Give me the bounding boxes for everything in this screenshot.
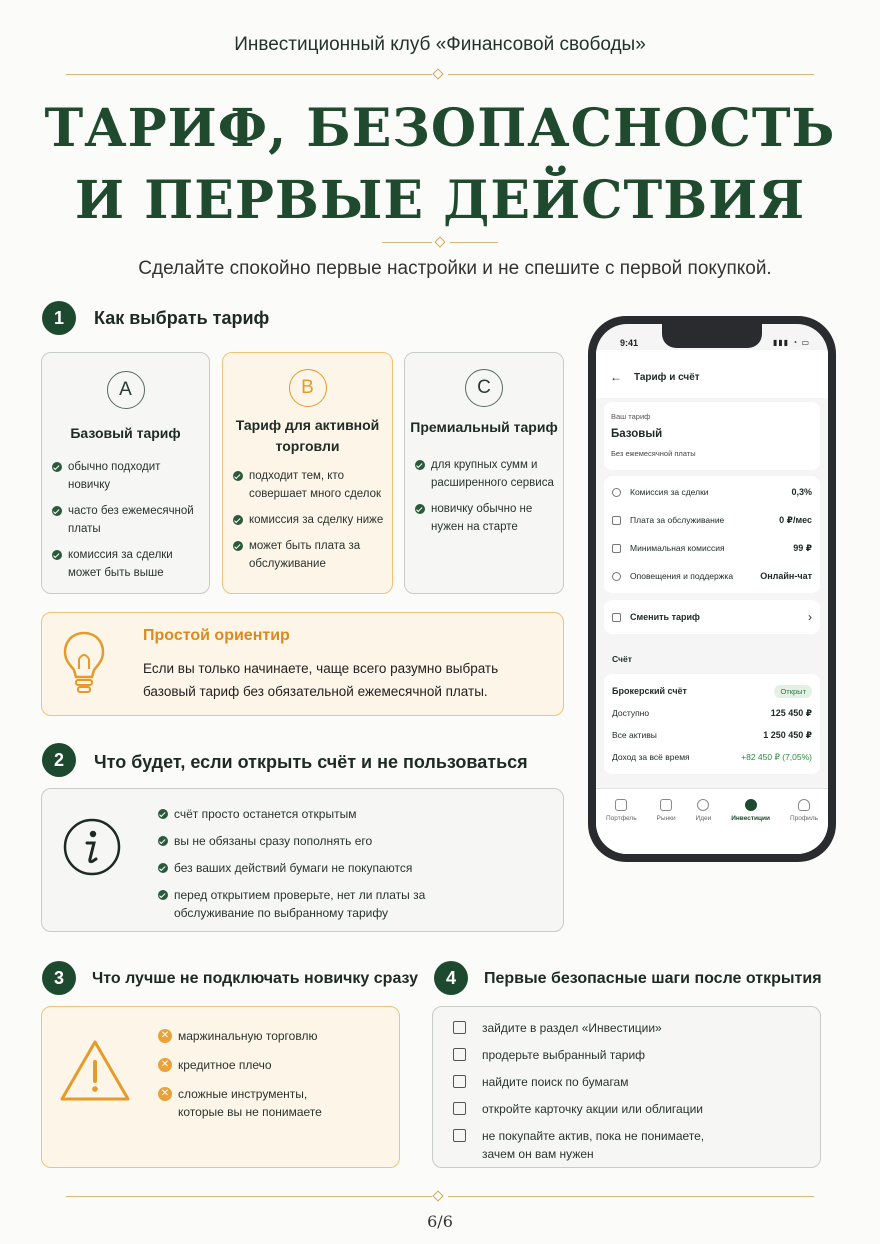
diamond-ornament-icon (434, 236, 445, 247)
check-icon (158, 836, 168, 846)
user-icon (798, 799, 810, 811)
page-title-line1: ТАРИФ, БЕЗОПАСНОСТЬ (44, 98, 836, 159)
checklist-item[interactable]: зайдите в раздел «Инвестиции» (453, 1019, 753, 1037)
lightbulb-icon (62, 629, 106, 699)
section-number: 3 (42, 961, 76, 995)
tab-investments[interactable]: Инвестиции (731, 799, 770, 854)
detail-row: Оповещения и поддержка Онлайн-чат (604, 562, 820, 590)
check-icon (158, 809, 168, 819)
checkbox[interactable] (453, 1102, 466, 1115)
checklist-item[interactable]: продерьте выбранный тариф (453, 1046, 753, 1064)
section-number: 1 (42, 301, 76, 335)
percent-icon (612, 488, 621, 497)
list-item: новичку обычно не нужен на старте (415, 500, 555, 536)
check-icon (52, 550, 62, 560)
tariff-card-premium (404, 352, 564, 594)
checklist-item[interactable]: не покупайте актив, пока не понимаете, зачем он вам нужен (453, 1127, 738, 1163)
checklist-item[interactable]: найдите поиск по бумагам (453, 1073, 753, 1091)
tariff-name: Тариф для активной торговли (235, 417, 380, 454)
section-number: 4 (434, 961, 468, 995)
list-item: для крупных сумм и расширенного сервиса (415, 456, 555, 492)
cross-icon: ✕ (158, 1087, 172, 1101)
divider (382, 242, 432, 243)
tab-markets[interactable]: Рынки (657, 799, 676, 854)
list-item: вы не обязаны сразу пополнять его (158, 832, 548, 850)
club-name: Инвестиционный клуб «Финансовой свободы» (234, 34, 646, 55)
detail-row: Минимальная комиссия 99 ₽ (604, 534, 820, 562)
list-item: ✕ сложные инструменты, которые вы не понимаете (158, 1085, 338, 1121)
check-icon (233, 541, 243, 551)
divider (66, 1196, 432, 1197)
section-number: 2 (42, 743, 76, 777)
screen-title: Тариф и счёт (634, 372, 700, 383)
page-subtitle: Сделайте спокойно первые настройки и не спешите с первой покупкой. (138, 258, 772, 279)
tariff-letter-badge: C (465, 369, 503, 407)
list-item: комиссия за сделку ниже (233, 511, 384, 529)
status-signal-icon: ▮▮▮ ◔ ▭ (772, 338, 810, 347)
checkbox[interactable] (453, 1075, 466, 1088)
page-number: 6/6 (427, 1212, 453, 1231)
list-item: комиссия за сделки может быть выше (52, 546, 201, 582)
tariff-name: Премиальный тариф (410, 419, 558, 435)
check-icon (233, 515, 243, 525)
tab-profile[interactable]: Профиль (790, 799, 818, 854)
investments-icon (745, 799, 757, 811)
coins-icon (612, 544, 621, 553)
divider (448, 1196, 814, 1197)
status-badge: Открыт (774, 685, 812, 698)
tip-box (41, 612, 564, 716)
check-icon (415, 504, 425, 514)
tip-text: Если вы только начинаете, чаще всего разумно выбрать базовый тариф без обязательной ежемесячной платы. (143, 661, 499, 699)
section-heading: Что будет, если открыть счёт и не пользоваться (94, 752, 528, 772)
info-icon (62, 817, 122, 877)
warning-box (41, 1006, 400, 1168)
list-item: перед открытием проверьте, нет ли платы за обслуживание по выбранному тарифу (158, 886, 438, 922)
account-section-label: Счёт (612, 654, 632, 664)
checkbox[interactable] (453, 1048, 466, 1061)
list-item: ✕ маржинальную торговлю (158, 1027, 358, 1045)
list-item: обычно подходит новичку (52, 458, 201, 494)
doc-icon (612, 613, 621, 622)
back-arrow-icon[interactable]: ← (610, 370, 622, 384)
checkbox[interactable] (453, 1021, 466, 1034)
cross-icon: ✕ (158, 1029, 172, 1043)
section-heading: Как выбрать тариф (94, 308, 270, 328)
phone-notch (662, 324, 762, 348)
tariff-letter-badge: B (289, 369, 327, 407)
list-item: счёт просто останется открытым (158, 805, 548, 823)
bell-icon (612, 572, 621, 581)
divider (450, 242, 498, 243)
list-item: подходит тем, кто совершает много сделок (233, 467, 384, 503)
check-icon (52, 506, 62, 516)
bottom-tab-bar (596, 788, 828, 854)
account-name: Брокерский счёт (612, 686, 687, 696)
tariff-name: Базовый (611, 428, 663, 440)
lightbulb-icon (697, 799, 709, 811)
tariff-card-basic (41, 352, 210, 594)
tariff-letter-badge: A (107, 371, 145, 409)
calendar-icon (612, 516, 621, 525)
phone-screen (596, 324, 828, 854)
your-tariff-label: Ваш тариф (611, 412, 651, 421)
tab-portfolio[interactable]: Портфель (606, 799, 637, 854)
check-icon (158, 863, 168, 873)
list-item: часто без ежемесячной платы (52, 502, 201, 538)
checklist-box (432, 1006, 821, 1168)
change-tariff-button[interactable]: Сменить тариф › (604, 600, 820, 634)
chevron-right-icon: › (808, 610, 812, 624)
cross-icon: ✕ (158, 1058, 172, 1072)
section-heading: Первые безопасные шаги после открытия (484, 970, 822, 987)
checkbox[interactable] (453, 1129, 466, 1142)
list-item: может быть плата за обслуживание (233, 537, 384, 573)
diamond-ornament-icon (432, 68, 443, 79)
tip-title: Простой ориентир (143, 627, 290, 644)
chart-icon (660, 799, 672, 811)
check-icon (415, 460, 425, 470)
diamond-ornament-icon (432, 1190, 443, 1201)
tab-ideas[interactable]: Идеи (696, 799, 712, 854)
checklist-item[interactable]: откройте карточку акции или облигации (453, 1100, 753, 1118)
tariff-note: Без ежемесячной платы (611, 449, 696, 458)
check-icon (52, 462, 62, 472)
tariff-card-active (222, 352, 393, 594)
detail-row: Комиссия за сделки 0,3% (604, 478, 820, 506)
briefcase-icon (615, 799, 627, 811)
warning-icon (58, 1037, 132, 1105)
tariff-name: Базовый тариф (70, 425, 181, 441)
account-row: Доход за всё время +82 450 ₽ (7,05%) (612, 751, 812, 762)
section-heading: Что лучше не подключать новичку сразу (92, 970, 418, 987)
phone-mockup (588, 316, 836, 862)
divider (66, 74, 432, 75)
detail-row: Плата за обслуживание 0 ₽/мес (604, 506, 820, 534)
account-row: Все активы 1 250 450 ₽ (612, 729, 812, 740)
tariff-details-card (604, 476, 820, 593)
account-card[interactable] (604, 674, 820, 774)
status-time: 9:41 (620, 338, 639, 348)
check-icon (233, 471, 243, 481)
list-item: ✕ кредитное плечо (158, 1056, 358, 1074)
account-row: Доступно 125 450 ₽ (612, 707, 812, 718)
divider (448, 74, 814, 75)
info-box (41, 788, 564, 932)
list-item: без ваших действий бумаги не покупаются (158, 859, 548, 877)
check-icon (158, 890, 168, 900)
page-title-line2: И ПЕРВЫЕ ДЕЙСТВИЯ (74, 170, 806, 231)
tariff-summary-card (604, 402, 820, 470)
